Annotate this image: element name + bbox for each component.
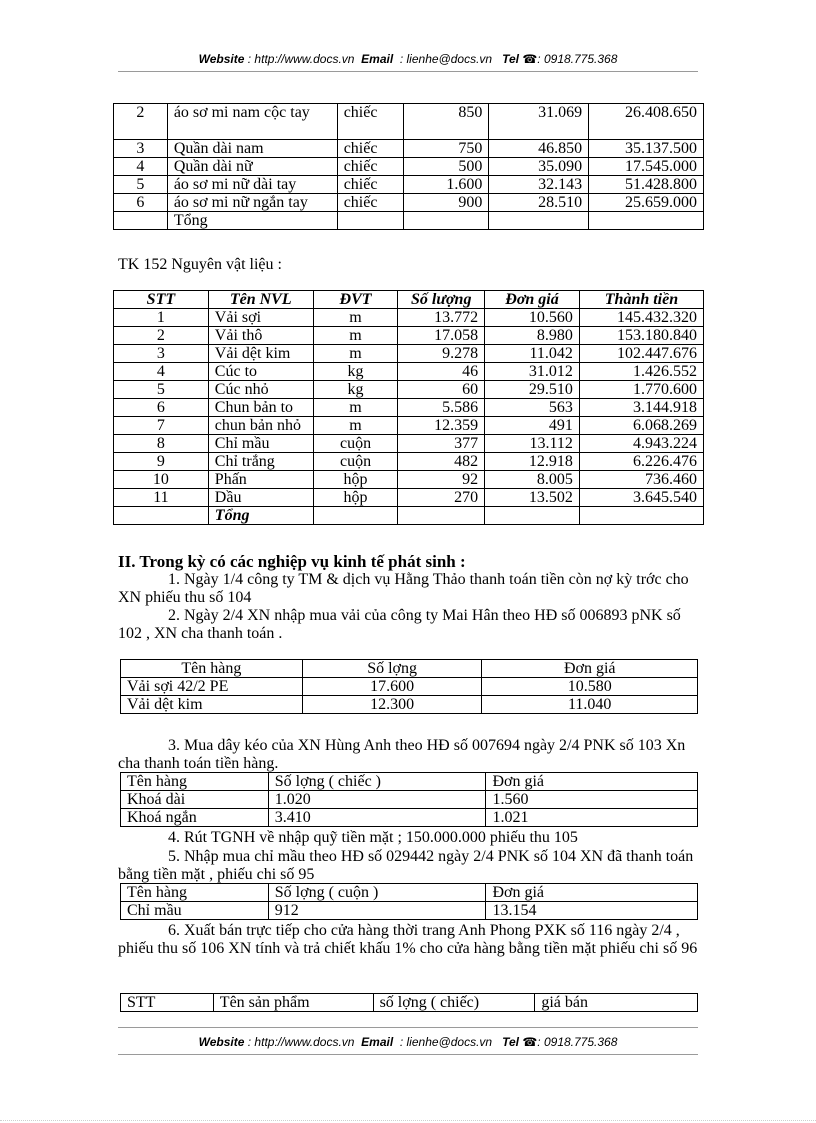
header-divider bbox=[118, 71, 698, 72]
phone-icon: ☎ bbox=[522, 1035, 538, 1049]
table-header-row: Tên hàng Số lợng ( cuộn ) Đơn giá bbox=[121, 884, 698, 902]
table-row: 6 áo sơ mi nữ ngắn tay chiếc 900 28.510 25.659.000 bbox=[114, 194, 704, 212]
total-row: Tổng bbox=[114, 212, 704, 230]
tk152-title: TK 152 Nguyên vật liệu : bbox=[118, 256, 282, 273]
table-row: 1 Vải sợi m 13.772 10.560 145.432.320 bbox=[114, 309, 704, 327]
total-row: Tổng bbox=[114, 507, 704, 525]
op3-table bbox=[120, 772, 698, 827]
materials-table bbox=[113, 290, 704, 525]
table-row: Vải dệt kim 12.300 11.040 bbox=[121, 696, 698, 714]
table-row: 10 Phấn hộp 92 8.005 736.460 bbox=[114, 471, 704, 489]
table-row: 9 Chỉ trắng cuộn 482 12.918 6.226.476 bbox=[114, 453, 704, 471]
tel-label: Tel bbox=[502, 52, 519, 66]
table-row: 8 Chỉ mầu cuộn 377 13.112 4.943.224 bbox=[114, 435, 704, 453]
table-header-row: STT Tên NVL ĐVT Số lượng Đơn giá Thành tiền bbox=[114, 291, 704, 309]
operation-3: 3. Mua dây kéo của XN Hùng Anh theo HĐ số 007694 ngày 2/4 PNK số 103 Xn cha thanh toán tiền hàng. bbox=[118, 737, 686, 772]
operation-5: 5. Nhập mua chỉ mầu theo HĐ số 029442 ngày 2/4 PNK số 104 XN đã thanh toán bằng tiền mặt , phiếu chi số 95 bbox=[118, 848, 694, 883]
website-label: Website bbox=[198, 52, 245, 66]
email-label: Email bbox=[361, 52, 394, 66]
tel-value: : 0918.775.368 bbox=[537, 1035, 618, 1049]
table-row: Khoá ngắn 3.410 1.021 bbox=[121, 809, 698, 827]
website-label: Website bbox=[198, 1035, 245, 1049]
page-footer bbox=[118, 1035, 698, 1049]
operation-2: 2. Ngày 2/4 XN nhập mua vải của công ty Mai Hân theo HĐ số 006893 pNK số 102 , XN cha thanh toán . bbox=[118, 607, 681, 642]
footer-bottom-divider bbox=[118, 1054, 698, 1055]
op2-table bbox=[120, 659, 698, 714]
table-row: 11 Dầu hộp 270 13.502 3.645.540 bbox=[114, 489, 704, 507]
products-table bbox=[113, 103, 704, 230]
tel-label: Tel bbox=[502, 1035, 519, 1049]
op6-table bbox=[120, 993, 698, 1012]
email-value[interactable]: : lienhe@docs.vn bbox=[399, 52, 493, 66]
section-2-title: II. Trong kỳ có các nghiệp vụ kinh tế phát sinh : bbox=[118, 552, 466, 571]
operation-4: 4. Rút TGNH về nhập quỹ tiền mặt ; 150.000.000 phiếu thu 105 bbox=[168, 829, 578, 846]
table-header-row: Tên hàng Số lợng ( chiếc ) Đơn giá bbox=[121, 773, 698, 791]
table-row: 4 Quần dài nữ chiếc 500 35.090 17.545.000 bbox=[114, 158, 704, 176]
operation-6: 6. Xuất bán trực tiếp cho cửa hàng thời trang Anh Phong PXK số 116 ngày 2/4 , phiếu thu số 106 XN tính và trả chiết khấu 1% cho cửa hàng bằng tiền mặt phiếu chi số 96 bbox=[118, 922, 698, 957]
table-row: 3 Vải dệt kim m 9.278 11.042 102.447.676 bbox=[114, 345, 704, 363]
table-header-row: Tên hàng Số lợng Đơn giá bbox=[121, 660, 698, 678]
table-row: 5 Cúc nhỏ kg 60 29.510 1.770.600 bbox=[114, 381, 704, 399]
website-value[interactable]: : http://www.docs.vn bbox=[247, 1035, 355, 1049]
email-value[interactable]: : lienhe@docs.vn bbox=[399, 1035, 493, 1049]
footer-divider bbox=[118, 1027, 698, 1028]
table-row: 5 áo sơ mi nữ dài tay chiếc 1.600 32.143 51.428.800 bbox=[114, 176, 704, 194]
page-edge bbox=[0, 1120, 816, 1121]
table-row: 3 Quần dài nam chiếc 750 46.850 35.137.500 bbox=[114, 140, 704, 158]
tel-value: : 0918.775.368 bbox=[537, 52, 618, 66]
operation-1: 1. Ngày 1/4 công ty TM & dịch vụ Hằng Thảo thanh toán tiền còn nợ kỳ trớc cho XN phiếu thu số 104 bbox=[118, 571, 689, 606]
table-row: 2 áo sơ mi nam cộc tay chiếc 850 31.069 26.408.650 bbox=[114, 104, 704, 140]
op5-table bbox=[120, 883, 698, 920]
table-row: Khoá dài 1.020 1.560 bbox=[121, 791, 698, 809]
email-label: Email bbox=[361, 1035, 394, 1049]
table-row: 7 chun bản nhỏ m 12.359 491 6.068.269 bbox=[114, 417, 704, 435]
page-header bbox=[118, 52, 698, 66]
table-row: 2 Vải thô m 17.058 8.980 153.180.840 bbox=[114, 327, 704, 345]
phone-icon: ☎ bbox=[522, 52, 538, 66]
table-header-row: STT Tên sản phẩm số lợng ( chiếc) giá bán bbox=[121, 994, 698, 1012]
website-value[interactable]: : http://www.docs.vn bbox=[247, 52, 355, 66]
table-row: Vải sợi 42/2 PE 17.600 10.580 bbox=[121, 678, 698, 696]
table-row: 6 Chun bản to m 5.586 563 3.144.918 bbox=[114, 399, 704, 417]
table-row: Chỉ mầu 912 13.154 bbox=[121, 902, 698, 920]
table-row: 4 Cúc to kg 46 31.012 1.426.552 bbox=[114, 363, 704, 381]
